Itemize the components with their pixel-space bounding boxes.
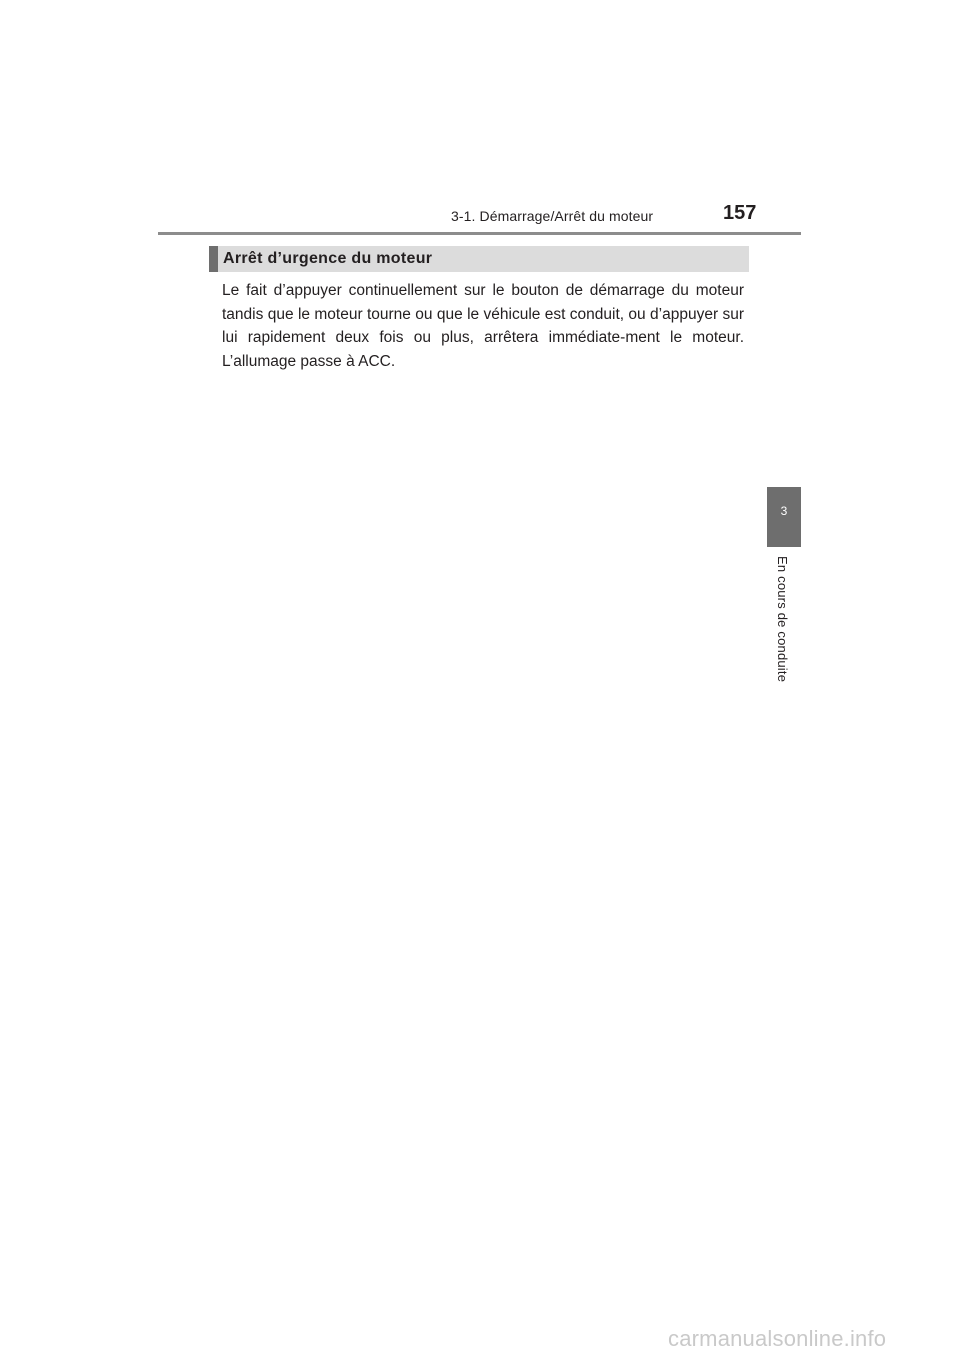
- chapter-number: 3: [780, 504, 788, 518]
- header-divider: [158, 232, 801, 235]
- section-title: Arrêt d’urgence du moteur: [223, 250, 433, 267]
- chapter-tab: [767, 487, 801, 547]
- section-heading-bar: [209, 246, 749, 272]
- header-section-title: 3-1. Démarrage/Arrêt du moteur: [451, 208, 654, 224]
- watermark-text: carmanualsonline.info: [668, 1326, 887, 1351]
- section-body-text: Le fait d’appuyer continuellement sur le bouton de démarrage du moteur tandis que le moteur tourne ou que le véhicule est conduit, ou d’appuyer sur lui rapidement deux fois ou plus, arrêtera immédiate-ment le moteur. L’allumage passe à ACC.: [222, 282, 744, 370]
- chapter-title: En cours de conduite: [775, 556, 790, 683]
- section-heading-accent: [209, 246, 218, 272]
- page-number: 157: [723, 202, 757, 224]
